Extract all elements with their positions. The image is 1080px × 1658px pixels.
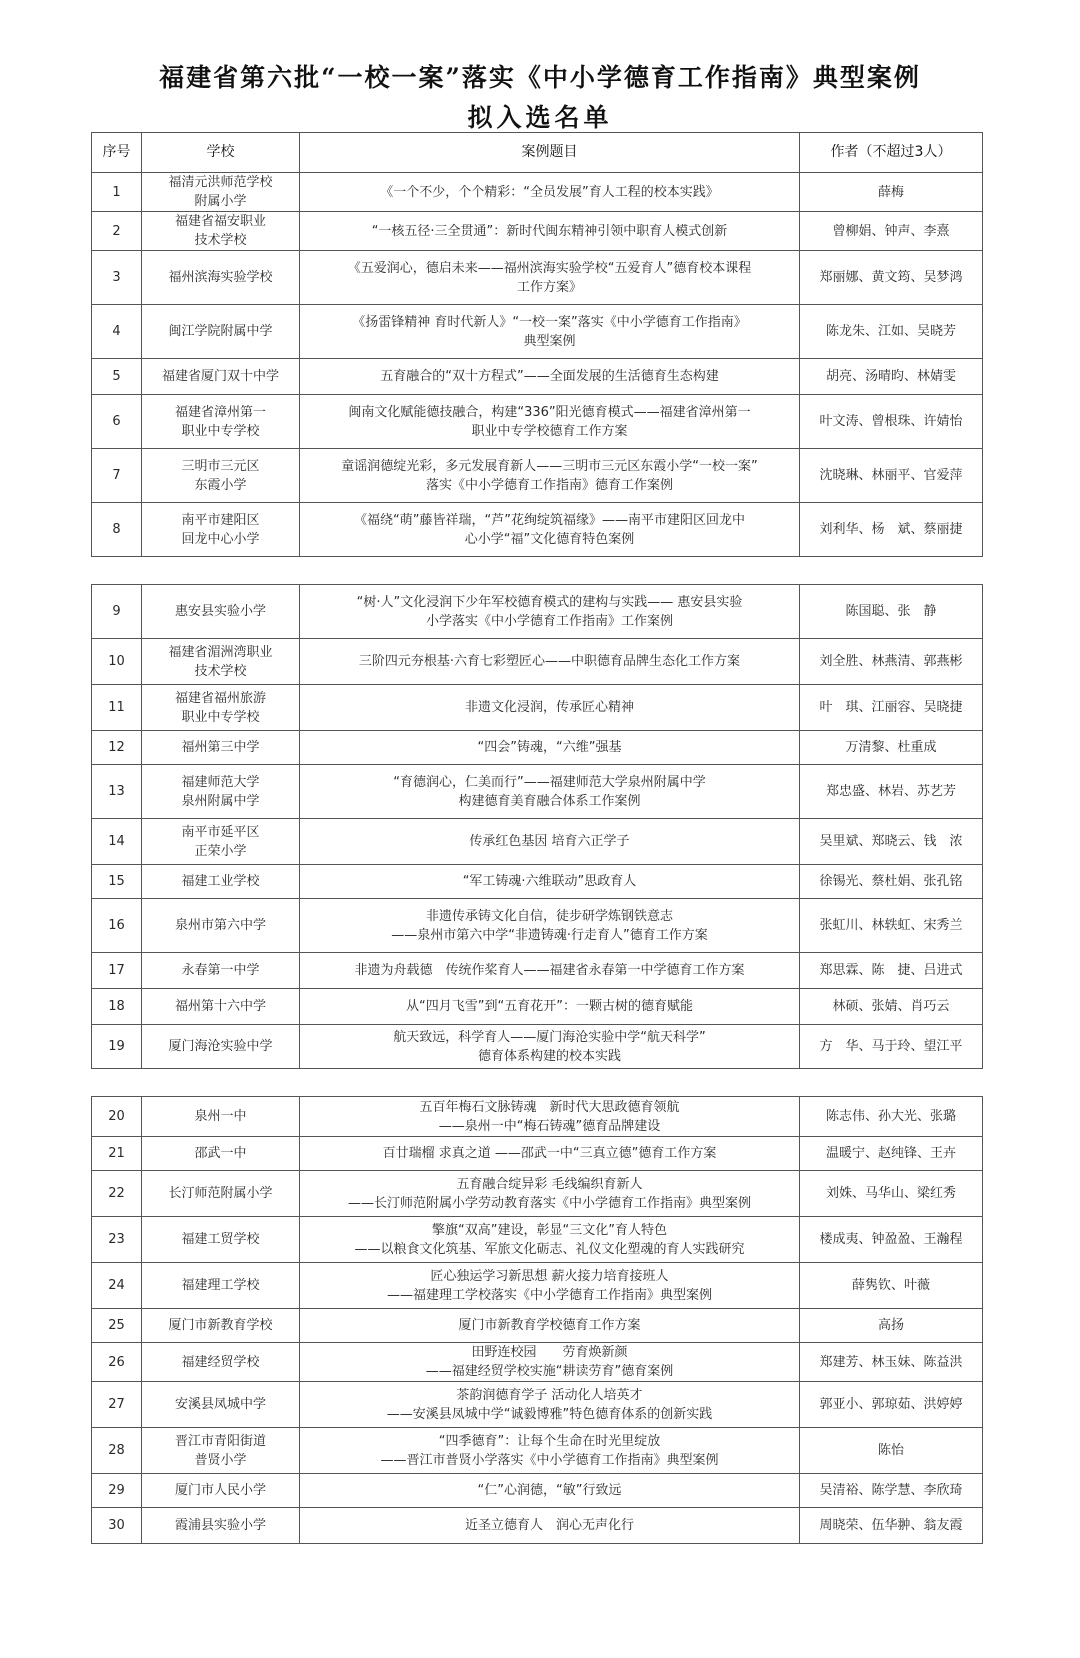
authors: 郭亚小、郭琼茹、洪婷婷 (800, 1382, 983, 1428)
cell-line: 厦门市新教育学校 (168, 1318, 273, 1333)
cell-line: 《福绕“萌”藤皆祥瑞，“芦”花绚绽筑福缘》——南平市建阳区回龙中 (354, 512, 745, 528)
header-school: 学校 (142, 133, 300, 173)
header-row (92, 133, 983, 173)
row-number: 30 (92, 1508, 142, 1544)
header-number: 序号 (92, 133, 142, 173)
school-name (142, 1309, 300, 1343)
cell-line: “一核五径·三全贯通”：新时代闽东精神引领中职育人模式创新 (371, 223, 728, 239)
row-number: 9 (92, 585, 142, 639)
authors: 郑建芳、林玉妹、陈益洪 (800, 1343, 983, 1382)
authors: 温暖宁、赵纯锋、王卉 (800, 1137, 983, 1171)
cell-line: 福建省厦门双十中学 (161, 369, 279, 384)
case-table-part-1 (91, 132, 982, 557)
case-title (300, 1217, 800, 1263)
cell-line: 航天致远，科学育人——厦门海沧实验中学“航天科学” (393, 1029, 706, 1045)
authors: 胡亮、汤晴昀、林婧雯 (800, 359, 983, 395)
authors: 郑忠盛、林岩、苏艺芳 (800, 765, 983, 819)
authors: 叶 琪、江丽容、吴晓捷 (800, 685, 983, 731)
table-row (92, 819, 983, 865)
authors: 张虹川、林轶虹、宋秀兰 (800, 899, 983, 953)
row-number: 17 (92, 953, 142, 989)
authors: 万清黎、杜重成 (800, 731, 983, 765)
case-table-part-3 (91, 1096, 982, 1544)
school-name (142, 1171, 300, 1217)
cell-line: 南平市建阳区 (181, 512, 260, 528)
cell-line: ——泉州一中“梅石铸魂”德育品牌建设 (438, 1118, 661, 1134)
cell-line: 擎旗“双高”建设，彰显“三文化”育人特色 (432, 1222, 667, 1238)
case-title (300, 173, 800, 212)
cell-line: ——泉州市第六中学“非遗铸魂·行走育人”德育工作方案 (391, 927, 708, 943)
table-row (92, 1217, 983, 1263)
school-name (142, 1474, 300, 1508)
case-title (300, 1382, 800, 1428)
cell-line: 五育融合绽异彩 毛线编织育新人 (456, 1176, 643, 1192)
case-title (300, 989, 800, 1025)
authors: 吴里斌、郑晓云、钱 浓 (800, 819, 983, 865)
row-number: 28 (92, 1428, 142, 1474)
cell-line: “四会”铸魂，“六维”强基 (477, 740, 622, 755)
cell-line: 非遗文化浸润，传承匠心精神 (464, 700, 634, 715)
cell-line: 普贤小学 (194, 1452, 247, 1468)
table-row (92, 1428, 983, 1474)
case-title (300, 1428, 800, 1474)
case-title (300, 1263, 800, 1309)
cell-line: 典型案例 (523, 333, 576, 349)
school-name (142, 953, 300, 989)
table-row (92, 865, 983, 899)
row-number: 7 (92, 449, 142, 503)
table-row (92, 212, 983, 251)
school-name (142, 1343, 300, 1382)
row-number: 20 (92, 1097, 142, 1137)
cell-line: 福建省湄洲湾职业 (168, 644, 273, 660)
cell-line: 邵武一中 (194, 1146, 247, 1161)
cell-line: 工作方案》 (516, 279, 582, 295)
cell-line: “树·人”文化浸润下少年军校德育模式的建构与实践—— 惠安县实验 (356, 594, 743, 610)
case-title (300, 865, 800, 899)
row-number: 24 (92, 1263, 142, 1309)
table-row (92, 1025, 983, 1069)
table-row (92, 685, 983, 731)
table-row (92, 1474, 983, 1508)
authors: 薛隽钦、叶薇 (800, 1263, 983, 1309)
cell-line: ——福建经贸学校实施“耕读劳育”德育案例 (425, 1364, 674, 1379)
school-name (142, 899, 300, 953)
school-name (142, 503, 300, 557)
cell-line: 小学落实《中小学德育工作指南》工作案例 (425, 613, 673, 629)
case-title (300, 899, 800, 953)
row-number: 10 (92, 639, 142, 685)
case-title (300, 1171, 800, 1217)
case-title (300, 639, 800, 685)
authors: 高扬 (800, 1309, 983, 1343)
cell-line: 职业中专学校德育工作方案 (471, 423, 628, 439)
table-row (92, 585, 983, 639)
authors: 郑思霖、陈 捷、吕进式 (800, 953, 983, 989)
school-name (142, 1428, 300, 1474)
table-row (92, 1382, 983, 1428)
school-name (142, 639, 300, 685)
table-row (92, 1309, 983, 1343)
cell-line: 福建理工学校 (181, 1278, 260, 1293)
case-title (300, 1508, 800, 1544)
table-row (92, 639, 983, 685)
case-title (300, 1137, 800, 1171)
authors: 郑丽娜、黄文筠、吴梦鸿 (800, 251, 983, 305)
cell-line: 正荣小学 (194, 843, 247, 859)
cell-line: 南平市延平区 (181, 824, 260, 840)
row-number: 5 (92, 359, 142, 395)
case-title (300, 1474, 800, 1508)
cases-table (91, 584, 983, 1069)
cell-line: 田野连校园 劳育焕新颜 (471, 1345, 628, 1360)
case-title (300, 1309, 800, 1343)
header-case-title: 案例题目 (300, 133, 800, 173)
case-title (300, 212, 800, 251)
case-title (300, 359, 800, 395)
school-name (142, 819, 300, 865)
cell-line: ——福建理工学校落实《中小学德育工作指南》典型案例 (386, 1287, 712, 1303)
cell-line: 三明市三元区 (181, 458, 260, 474)
school-name (142, 173, 300, 212)
school-name (142, 1263, 300, 1309)
table-row (92, 1263, 983, 1309)
school-name (142, 731, 300, 765)
cell-line: 惠安县实验小学 (174, 604, 266, 619)
cell-line: 闽南文化赋能德技融合，构建“336”阳光德育模式——福建省漳州第一 (348, 404, 751, 420)
table-row (92, 449, 983, 503)
school-name (142, 449, 300, 503)
authors: 刘全胜、林燕清、郭燕彬 (800, 639, 983, 685)
cell-line: 福清元洪师范学校 (168, 175, 273, 190)
authors: 陈国聪、张 静 (800, 585, 983, 639)
school-name (142, 1137, 300, 1171)
table-row (92, 731, 983, 765)
school-name (142, 1508, 300, 1544)
table-row (92, 1508, 983, 1544)
case-table-part-2 (91, 584, 982, 1069)
row-number: 26 (92, 1343, 142, 1382)
school-name (142, 765, 300, 819)
row-number: 22 (92, 1171, 142, 1217)
table-row (92, 173, 983, 212)
cell-line: 附属小学 (194, 194, 247, 209)
school-name (142, 1097, 300, 1137)
cell-line: “育德润心，仁美而行”——福建师范大学泉州附属中学 (393, 774, 706, 790)
row-number: 2 (92, 212, 142, 251)
authors: 周晓荣、伍华翀、翁友霞 (800, 1508, 983, 1544)
table-row (92, 395, 983, 449)
authors: 楼成夷、钟盈盈、王瀚程 (800, 1217, 983, 1263)
table-row (92, 305, 983, 359)
authors: 沈晓琳、林丽平、官爱萍 (800, 449, 983, 503)
case-title (300, 731, 800, 765)
cases-table (91, 1096, 983, 1544)
authors: 薛梅 (800, 173, 983, 212)
school-name (142, 585, 300, 639)
cell-line: 福建省福安职业 (174, 214, 266, 229)
cell-line: 非遗传承铸文化自信，徒步研学炼钢铁意志 (425, 908, 673, 924)
row-number: 16 (92, 899, 142, 953)
cell-line: 职业中专学校 (181, 423, 260, 439)
authors: 陈志伟、孙大光、张璐 (800, 1097, 983, 1137)
cell-line: 厦门市人民小学 (174, 1483, 266, 1498)
cell-line: 《扬雷锋精神 育时代新人》“一校一案”落实《中小学德育工作指南》 (352, 314, 747, 330)
cell-line: 厦门市新教育学校德育工作方案 (458, 1318, 641, 1333)
cell-line: 东霞小学 (194, 477, 247, 493)
school-name (142, 359, 300, 395)
authors: 刘姝、马华山、梁红秀 (800, 1171, 983, 1217)
cell-line: 心小学“福”文化德育特色案例 (464, 531, 635, 547)
cell-line: ——安溪县凤城中学“诚毅博雅”特色德育体系的创新实践 (386, 1406, 713, 1422)
cell-line: 霞浦县实验小学 (174, 1518, 266, 1533)
case-title (300, 1025, 800, 1069)
cell-line: 安溪县凤城中学 (174, 1397, 266, 1412)
cell-line: 闽江学院附属中学 (168, 324, 273, 339)
case-title (300, 765, 800, 819)
authors: 林硕、张婧、肖巧云 (800, 989, 983, 1025)
row-number: 12 (92, 731, 142, 765)
cell-line: 福建省漳州第一 (174, 404, 266, 420)
case-title (300, 251, 800, 305)
cell-line: 福州第十六中学 (174, 999, 266, 1014)
cell-line: “四季德育”：让每个生命在时光里绽放 (438, 1433, 661, 1449)
authors: 叶文涛、曾根珠、许婧怡 (800, 395, 983, 449)
cell-line: 福建工贸学校 (181, 1232, 260, 1247)
cell-line: ——长汀师范附属小学劳动教育落实《中小学德育工作指南》典型案例 (347, 1195, 751, 1211)
authors: 方 华、马于玲、望江平 (800, 1025, 983, 1069)
case-title (300, 503, 800, 557)
case-title (300, 585, 800, 639)
document-title: 福建省第六批“一校一案”落实《中小学德育工作指南》典型案例 (159, 63, 921, 92)
cell-line: 传承红色基因 培育六正学子 (469, 834, 630, 849)
authors: 徐锡光、蔡杜娟、张孔铭 (800, 865, 983, 899)
authors: 陈龙朱、江如、吴晓芳 (800, 305, 983, 359)
cell-line: 晋江市青阳街道 (174, 1433, 266, 1449)
cell-line: 福建省福州旅游 (174, 690, 266, 706)
cell-line: 匠心独运学习新思想 薪火接力培育接班人 (430, 1268, 669, 1284)
row-number: 8 (92, 503, 142, 557)
school-name (142, 1382, 300, 1428)
header-authors: 作者（不超过3人） (800, 133, 983, 173)
table-row (92, 251, 983, 305)
case-title (300, 1097, 800, 1137)
row-number: 21 (92, 1137, 142, 1171)
cell-line: 泉州市第六中学 (174, 918, 266, 933)
school-name (142, 865, 300, 899)
cell-line: 福建师范大学 (181, 774, 260, 790)
row-number: 4 (92, 305, 142, 359)
cell-line: 福建工业学校 (181, 874, 260, 889)
case-title (300, 395, 800, 449)
cell-line: ——以粮食文化筑基、军旅文化砺志、礼仪文化塑魂的育人实践研究 (354, 1241, 745, 1257)
table-row (92, 1137, 983, 1171)
cell-line: ——晋江市普贤小学落实《中小学德育工作指南》典型案例 (380, 1452, 719, 1468)
authors: 曾柳娟、钟声、李熹 (800, 212, 983, 251)
cell-line: “仁”心润德，“敏”行致远 (477, 1483, 622, 1498)
cell-line: 永春第一中学 (181, 963, 260, 978)
cell-line: 职业中专学校 (181, 709, 260, 725)
case-title (300, 449, 800, 503)
case-title (300, 685, 800, 731)
cell-line: 百廿瑞榴 求真之道 ——邵武一中“三真立德”德育工作方案 (382, 1146, 717, 1161)
cell-line: 福州第三中学 (181, 740, 260, 755)
row-number: 6 (92, 395, 142, 449)
cell-line: 厦门海沧实验中学 (168, 1039, 273, 1054)
row-number: 23 (92, 1217, 142, 1263)
cell-line: 童谣润德绽光彩，多元发展育新人——三明市三元区东霞小学“一校一案” (341, 458, 758, 474)
cell-line: 近圣立德育人 润心无声化行 (464, 1518, 634, 1533)
cell-line: 五育融合的“双十方程式”——全面发展的生活德育生态构建 (380, 369, 719, 384)
school-name (142, 395, 300, 449)
row-number: 1 (92, 173, 142, 212)
authors: 刘利华、杨 斌、蔡丽捷 (800, 503, 983, 557)
school-name (142, 685, 300, 731)
school-name (142, 251, 300, 305)
table-row (92, 359, 983, 395)
authors: 陈怡 (800, 1428, 983, 1474)
document-subtitle: 拟入选名单 (467, 103, 613, 132)
cell-line: “军工铸魂·六维联动”思政育人 (462, 874, 637, 889)
cell-line: 《五爱润心，德启未来——福州滨海实验学校“五爱育人”德育校本课程 (347, 260, 752, 276)
cell-line: 技术学校 (194, 663, 247, 679)
authors: 吴清裕、陈学慧、李欣琦 (800, 1474, 983, 1508)
cell-line: 福建经贸学校 (181, 1354, 260, 1370)
table-row (92, 953, 983, 989)
table-row (92, 989, 983, 1025)
school-name (142, 1217, 300, 1263)
school-name (142, 1025, 300, 1069)
table-row (92, 503, 983, 557)
cell-line: 从“四月飞雪”到“五育花开”：一颗古树的德育赋能 (406, 999, 693, 1014)
row-number: 25 (92, 1309, 142, 1343)
row-number: 14 (92, 819, 142, 865)
row-number: 3 (92, 251, 142, 305)
school-name (142, 212, 300, 251)
cell-line: 五百年梅石文脉铸魂 新时代大思政德育领航 (419, 1099, 680, 1115)
school-name (142, 305, 300, 359)
case-title (300, 819, 800, 865)
row-number: 19 (92, 1025, 142, 1069)
cell-line: 落实《中小学德育工作指南》德育工作案例 (425, 477, 673, 493)
cell-line: 长汀师范附属小学 (168, 1186, 273, 1201)
cases-table (91, 132, 983, 557)
cell-line: 三阶四元夯根基·六育七彩塑匠心——中职德育品牌生态化工作方案 (358, 654, 741, 669)
cell-line: 非遗为舟载德 传统作桨育人——福建省永春第一中学德育工作方案 (354, 963, 745, 978)
cell-line: 泉州一中 (194, 1109, 247, 1124)
case-title (300, 1343, 800, 1382)
row-number: 18 (92, 989, 142, 1025)
cell-line: 《一个不少，个个精彩：“全员发展”育人工程的校本实践》 (380, 184, 719, 200)
case-title (300, 305, 800, 359)
table-row (92, 765, 983, 819)
case-title (300, 953, 800, 989)
table-row (92, 899, 983, 953)
cell-line: 泉州附属中学 (181, 793, 260, 809)
cell-line: 构建德育美育融合体系工作案例 (458, 793, 641, 809)
row-number: 29 (92, 1474, 142, 1508)
table-row (92, 1097, 983, 1137)
row-number: 13 (92, 765, 142, 819)
cell-line: 回龙中心小学 (181, 531, 260, 547)
row-number: 15 (92, 865, 142, 899)
table-row (92, 1171, 983, 1217)
table-row (92, 1343, 983, 1382)
row-number: 27 (92, 1382, 142, 1428)
cell-line: 技术学校 (194, 233, 247, 248)
school-name (142, 989, 300, 1025)
cell-line: 德育体系构建的校本实践 (477, 1048, 621, 1064)
cell-line: 茶韵润德育学子 活动化人培英才 (456, 1387, 643, 1403)
row-number: 11 (92, 685, 142, 731)
cell-line: 福州滨海实验学校 (168, 270, 273, 285)
